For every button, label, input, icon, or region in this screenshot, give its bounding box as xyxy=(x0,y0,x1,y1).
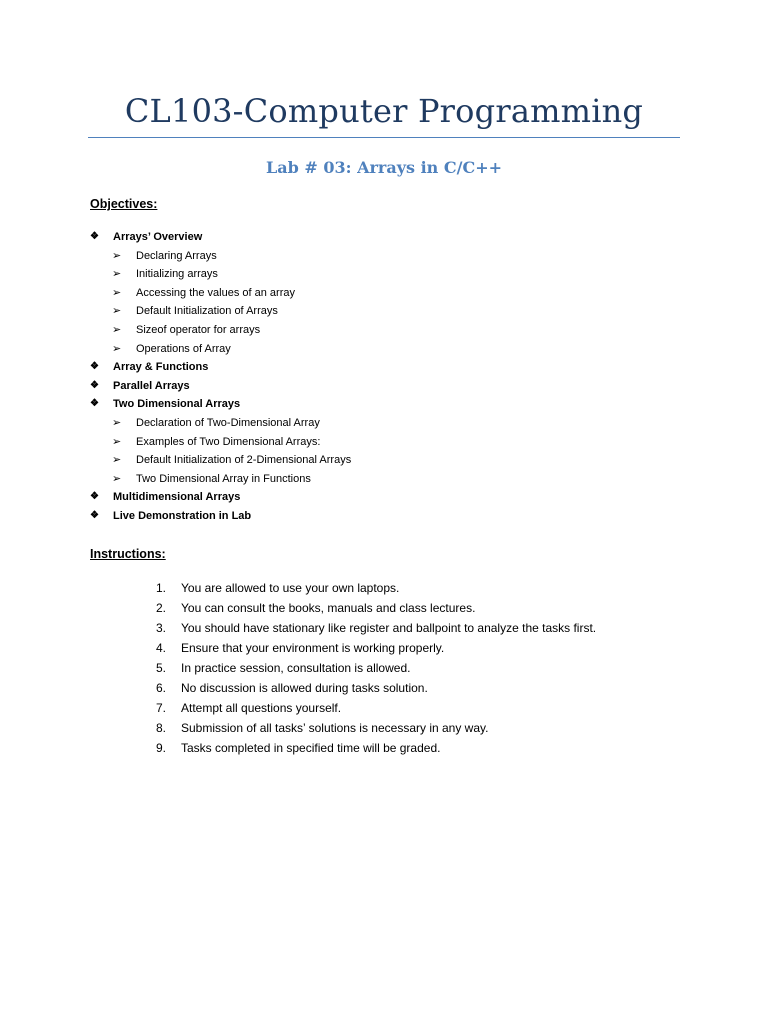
instruction-text: Tasks completed in specified time will be graded. xyxy=(181,741,441,755)
objective-item xyxy=(90,228,351,247)
arrow-bullet-icon: ➢ xyxy=(112,342,122,355)
instruction-item xyxy=(156,698,596,718)
objective-subitem xyxy=(90,265,351,284)
objective-text: Examples of Two Dimensional Arrays: xyxy=(136,435,321,448)
diamond-bullet-icon: ❖ xyxy=(90,398,99,410)
arrow-bullet-icon: ➢ xyxy=(112,416,122,429)
instruction-number: 9. xyxy=(156,741,167,755)
objective-item xyxy=(90,377,351,396)
diamond-bullet-icon: ❖ xyxy=(90,491,99,503)
objective-subitem xyxy=(90,414,351,433)
objective-text: Sizeof operator for arrays xyxy=(136,323,261,336)
page-title: CL103-Computer Programming xyxy=(124,92,644,130)
instruction-number: 3. xyxy=(156,621,167,635)
instruction-number: 6. xyxy=(156,681,167,695)
objective-text: Accessing the values of an array xyxy=(136,286,295,299)
instruction-text: In practice session, consultation is allowed. xyxy=(181,661,411,675)
objective-text: Default Initialization of Arrays xyxy=(136,305,278,318)
instruction-text: No discussion is allowed during tasks solution. xyxy=(181,681,428,695)
arrow-bullet-icon: ➢ xyxy=(112,286,122,299)
arrow-bullet-icon: ➢ xyxy=(112,249,122,262)
instruction-number: 2. xyxy=(156,601,167,615)
objective-text: Live Demonstration in Lab xyxy=(113,509,252,522)
instructions-list xyxy=(156,578,596,758)
arrow-bullet-icon: ➢ xyxy=(112,305,122,318)
objective-item xyxy=(90,358,351,377)
instruction-text: You can consult the books, manuals and class lectures. xyxy=(181,601,476,615)
instruction-item xyxy=(156,678,596,698)
objective-text: Array & Functions xyxy=(113,361,209,374)
objective-item xyxy=(90,395,351,414)
instruction-item xyxy=(156,738,596,758)
instruction-number: 4. xyxy=(156,641,167,655)
objective-text: Operations of Array xyxy=(136,342,231,355)
instruction-text: You should have stationary like register and ballpoint to analyze the tasks first. xyxy=(181,621,597,635)
instruction-number: 5. xyxy=(156,661,167,675)
instruction-number: 1. xyxy=(156,581,167,595)
instruction-number: 8. xyxy=(156,721,167,735)
objectives-heading: Objectives: xyxy=(90,197,158,211)
instruction-number: 7. xyxy=(156,701,167,715)
instruction-item xyxy=(156,598,596,618)
objective-subitem xyxy=(90,321,351,340)
objective-item xyxy=(90,507,351,526)
objective-subitem xyxy=(90,433,351,452)
objective-subitem xyxy=(90,470,351,489)
arrow-bullet-icon: ➢ xyxy=(112,454,122,467)
title-divider xyxy=(88,137,680,138)
instruction-text: Attempt all questions yourself. xyxy=(181,701,342,715)
arrow-bullet-icon: ➢ xyxy=(112,435,122,448)
objective-subitem xyxy=(90,340,351,359)
instruction-item xyxy=(156,638,596,658)
objective-text: Declaring Arrays xyxy=(136,249,217,262)
instruction-item xyxy=(156,718,596,738)
objective-subitem xyxy=(90,451,351,470)
objective-text: Default Initialization of 2-Dimensional Arrays xyxy=(136,454,352,467)
instructions-heading: Instructions: xyxy=(90,547,166,561)
diamond-bullet-icon: ❖ xyxy=(90,361,99,373)
arrow-bullet-icon: ➢ xyxy=(112,472,122,485)
objective-text: Declaration of Two-Dimensional Array xyxy=(136,416,320,429)
lab-subtitle: Lab # 03: Arrays in C/C++ xyxy=(265,158,502,177)
diamond-bullet-icon: ❖ xyxy=(90,231,99,242)
objective-subitem xyxy=(90,302,351,321)
objective-subitem xyxy=(90,247,351,266)
objective-text: Arrays’ Overview xyxy=(113,231,203,243)
objective-text: Initializing arrays xyxy=(136,268,218,281)
objective-text: Two Dimensional Arrays xyxy=(113,398,241,411)
instruction-text: Ensure that your environment is working properly. xyxy=(181,641,445,655)
arrow-bullet-icon: ➢ xyxy=(112,268,122,281)
instruction-item xyxy=(156,578,596,598)
instruction-item xyxy=(156,658,596,678)
objectives-list xyxy=(90,228,351,526)
instruction-text: You are allowed to use your own laptops. xyxy=(181,581,400,595)
diamond-bullet-icon: ❖ xyxy=(90,509,99,521)
objective-subitem xyxy=(90,284,351,303)
instruction-text: Submission of all tasks’ solutions is necessary in any way. xyxy=(181,721,489,735)
objective-text: Multidimensional Arrays xyxy=(113,491,241,504)
objective-text: Two Dimensional Array in Functions xyxy=(136,472,311,485)
diamond-bullet-icon: ❖ xyxy=(90,379,99,391)
objective-item xyxy=(90,488,351,507)
objective-text: Parallel Arrays xyxy=(113,379,190,392)
arrow-bullet-icon: ➢ xyxy=(112,323,122,336)
instruction-item xyxy=(156,618,596,638)
